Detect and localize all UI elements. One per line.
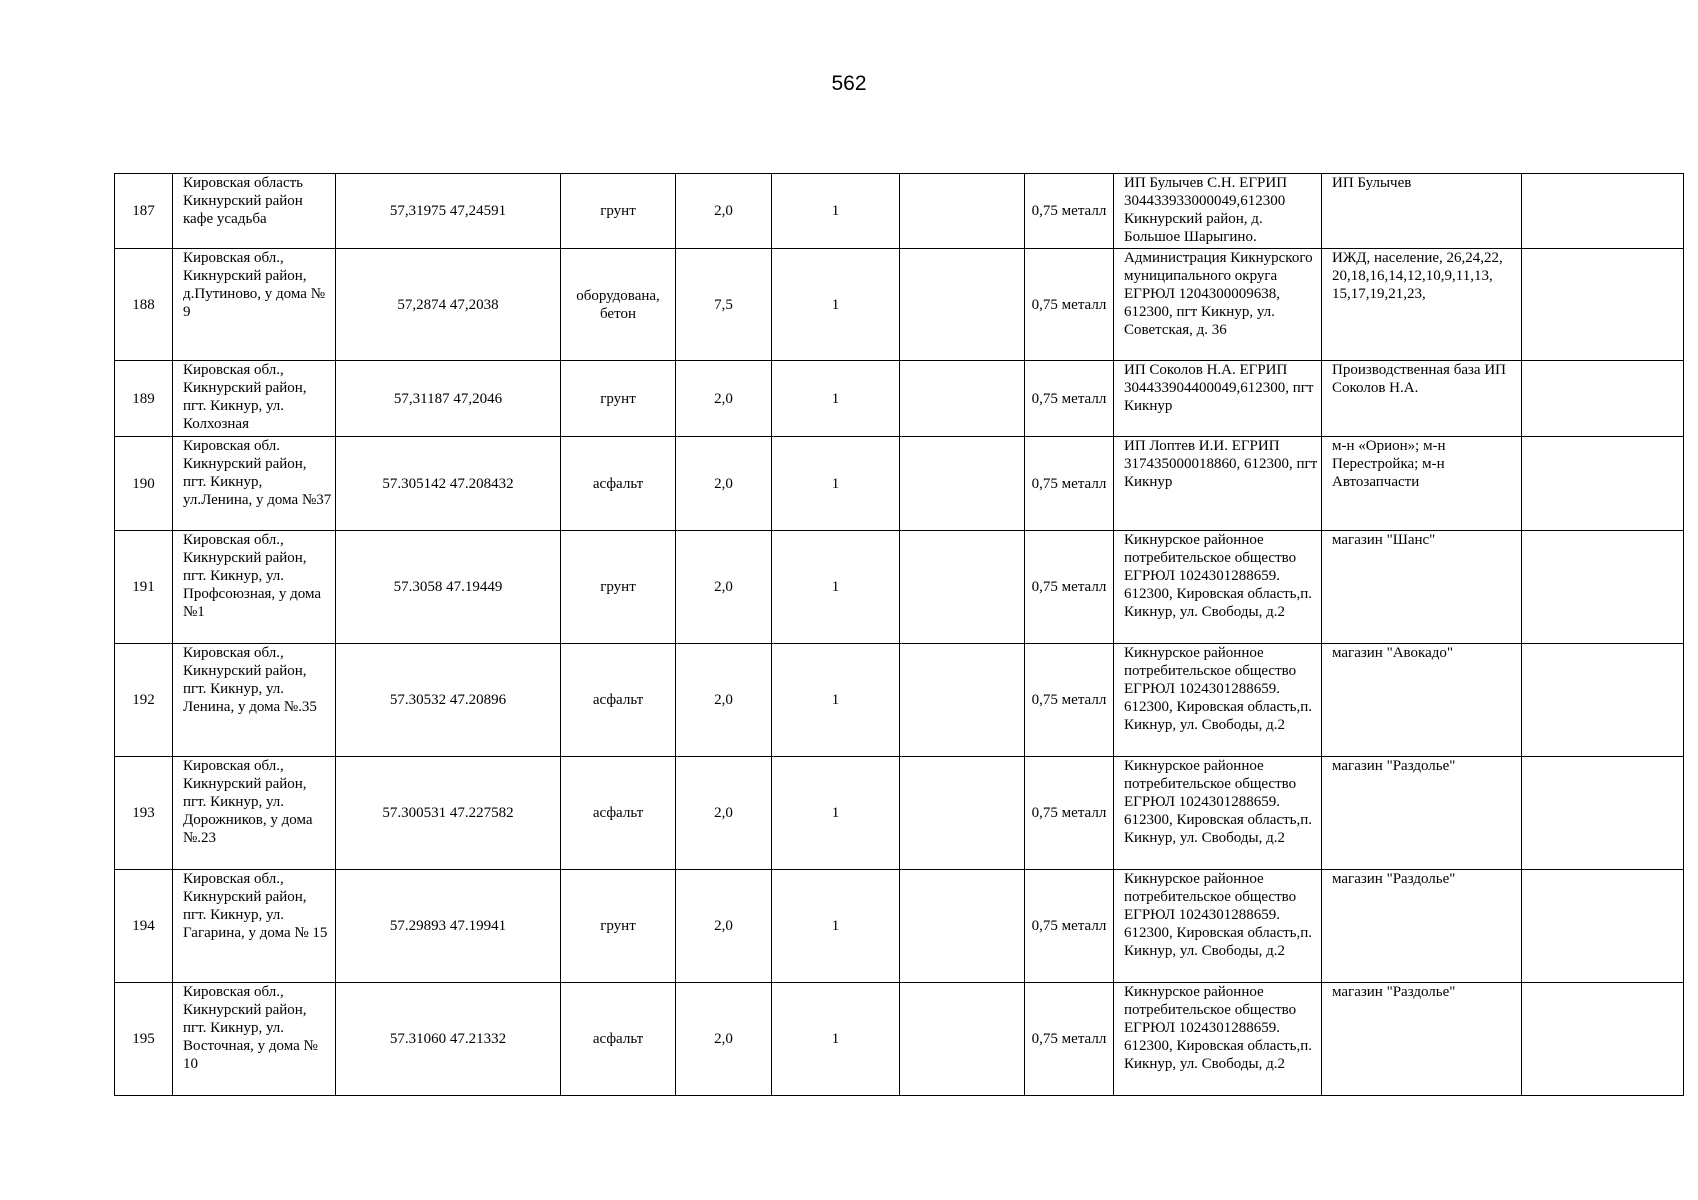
site-address: Кировская обл., Кикнурский район, пгт. Кикнур, ул. Гагарина, у дома № 15 (173, 870, 336, 983)
table-row (115, 757, 1684, 870)
site-coordinates: 57.29893 47.19941 (336, 870, 561, 983)
surface-type: грунт (561, 531, 676, 644)
notes-cell (1522, 870, 1684, 983)
container-count: 1 (772, 644, 900, 757)
table-row (115, 361, 1684, 437)
container-count: 1 (772, 757, 900, 870)
row-number: 192 (115, 644, 173, 757)
notes-cell (1522, 361, 1684, 437)
surface-type: асфальт (561, 644, 676, 757)
site-area: 2,0 (676, 983, 772, 1096)
row-number: 193 (115, 757, 173, 870)
served-objects: магазин "Раздолье" (1322, 757, 1522, 870)
site-area: 2,0 (676, 757, 772, 870)
served-objects: ИЖД, население, 26,24,22, 20,18,16,14,12,10,9,11,13, 15,17,19,21,23, (1322, 249, 1522, 361)
container-count: 1 (772, 531, 900, 644)
container-volume: 0,75 металл (1025, 870, 1114, 983)
site-area: 2,0 (676, 644, 772, 757)
notes-cell (1522, 983, 1684, 1096)
extra-cell (900, 174, 1025, 249)
site-coordinates: 57.3058 47.19449 (336, 531, 561, 644)
site-coordinates: 57.31060 47.21332 (336, 983, 561, 1096)
site-address: Кировская обл., Кикнурский район, пгт. Кикнур, ул. Колхозная (173, 361, 336, 437)
surface-type: грунт (561, 174, 676, 249)
site-coordinates: 57.30532 47.20896 (336, 644, 561, 757)
container-volume: 0,75 металл (1025, 983, 1114, 1096)
site-address: Кировская обл., Кикнурский район, пгт. Кикнур, ул. Дорожников, у дома №.23 (173, 757, 336, 870)
site-owner: Кикнурское районное потребительское общество ЕГРЮЛ 1024301288659. 612300, Кировская область,п. Кикнур, ул. Свободы, д.2 (1114, 531, 1322, 644)
site-coordinates: 57,31187 47,2046 (336, 361, 561, 437)
container-volume: 0,75 металл (1025, 531, 1114, 644)
surface-type: оборудована, бетон (561, 249, 676, 361)
extra-cell (900, 249, 1025, 361)
site-owner: ИП Булычев С.Н. ЕГРИП 304433933000049,612300 Кикнурский район, д. Большое Шарыгино. (1114, 174, 1322, 249)
table-row (115, 870, 1684, 983)
notes-cell (1522, 437, 1684, 531)
waste-sites-table (114, 173, 1684, 1096)
surface-type: асфальт (561, 983, 676, 1096)
served-objects: магазин "Раздолье" (1322, 870, 1522, 983)
surface-type: асфальт (561, 437, 676, 531)
notes-cell (1522, 174, 1684, 249)
extra-cell (900, 644, 1025, 757)
site-owner: Кикнурское районное потребительское общество ЕГРЮЛ 1024301288659. 612300, Кировская область,п. Кикнур, ул. Свободы, д.2 (1114, 757, 1322, 870)
row-number: 195 (115, 983, 173, 1096)
container-count: 1 (772, 249, 900, 361)
row-number: 194 (115, 870, 173, 983)
container-volume: 0,75 металл (1025, 437, 1114, 531)
row-number: 189 (115, 361, 173, 437)
site-address: Кировская обл., Кикнурский район, пгт. Кикнур, ул. Восточная, у дома № 10 (173, 983, 336, 1096)
row-number: 187 (115, 174, 173, 249)
site-owner: ИП Соколов Н.А. ЕГРИП 304433904400049,612300, пгт Кикнур (1114, 361, 1322, 437)
extra-cell (900, 437, 1025, 531)
container-count: 1 (772, 361, 900, 437)
table-row (115, 437, 1684, 531)
served-objects: магазин "Шанс" (1322, 531, 1522, 644)
site-address: Кировская обл., Кикнурский район, пгт. Кикнур, ул. Профсоюзная, у дома №1 (173, 531, 336, 644)
served-objects: магазин "Авокадо" (1322, 644, 1522, 757)
extra-cell (900, 531, 1025, 644)
row-number: 191 (115, 531, 173, 644)
notes-cell (1522, 249, 1684, 361)
served-objects: м-н «Орион»; м-н Перестройка; м-н Автозапчасти (1322, 437, 1522, 531)
extra-cell (900, 757, 1025, 870)
site-address: Кировская обл., Кикнурский район, пгт. Кикнур, ул. Ленина, у дома №.35 (173, 644, 336, 757)
container-volume: 0,75 металл (1025, 644, 1114, 757)
site-area: 2,0 (676, 361, 772, 437)
extra-cell (900, 983, 1025, 1096)
served-objects: Производственная база ИП Соколов Н.А. (1322, 361, 1522, 437)
site-coordinates: 57,2874 47,2038 (336, 249, 561, 361)
site-area: 2,0 (676, 531, 772, 644)
container-count: 1 (772, 870, 900, 983)
container-count: 1 (772, 174, 900, 249)
site-owner: Кикнурское районное потребительское общество ЕГРЮЛ 1024301288659. 612300, Кировская область,п. Кикнур, ул. Свободы, д.2 (1114, 870, 1322, 983)
container-volume: 0,75 металл (1025, 361, 1114, 437)
container-count: 1 (772, 437, 900, 531)
site-coordinates: 57.300531 47.227582 (336, 757, 561, 870)
site-area: 2,0 (676, 174, 772, 249)
site-owner: Кикнурское районное потребительское общество ЕГРЮЛ 1024301288659. 612300, Кировская область,п. Кикнур, ул. Свободы, д.2 (1114, 983, 1322, 1096)
served-objects: магазин "Раздолье" (1322, 983, 1522, 1096)
row-number: 188 (115, 249, 173, 361)
table-row (115, 983, 1684, 1096)
notes-cell (1522, 531, 1684, 644)
site-owner: Кикнурское районное потребительское общество ЕГРЮЛ 1024301288659. 612300, Кировская область,п. Кикнур, ул. Свободы, д.2 (1114, 644, 1322, 757)
surface-type: грунт (561, 361, 676, 437)
notes-cell (1522, 757, 1684, 870)
site-coordinates: 57,31975 47,24591 (336, 174, 561, 249)
container-count: 1 (772, 983, 900, 1096)
site-area: 2,0 (676, 437, 772, 531)
site-coordinates: 57.305142 47.208432 (336, 437, 561, 531)
table-row (115, 531, 1684, 644)
extra-cell (900, 361, 1025, 437)
extra-cell (900, 870, 1025, 983)
container-volume: 0,75 металл (1025, 249, 1114, 361)
site-address: Кировская обл., Кикнурский район, д.Путиново, у дома № 9 (173, 249, 336, 361)
surface-type: асфальт (561, 757, 676, 870)
surface-type: грунт (561, 870, 676, 983)
notes-cell (1522, 644, 1684, 757)
site-area: 2,0 (676, 870, 772, 983)
site-owner: Администрация Кикнурского муниципального округа ЕГРЮЛ 1204300009638, 612300, пгт Кикнур, ул. Советская, д. 36 (1114, 249, 1322, 361)
site-address: Кировская область Кикнурский район кафе усадьба (173, 174, 336, 249)
page-number: 562 (831, 72, 867, 95)
site-area: 7,5 (676, 249, 772, 361)
table-row (115, 644, 1684, 757)
table-row (115, 249, 1684, 361)
served-objects: ИП Булычев (1322, 174, 1522, 249)
container-volume: 0,75 металл (1025, 757, 1114, 870)
site-address: Кировская обл. Кикнурский район, пгт. Кикнур, ул.Ленина, у дома №37 (173, 437, 336, 531)
site-owner: ИП Лоптев И.И. ЕГРИП 317435000018860, 612300, пгт Кикнур (1114, 437, 1322, 531)
row-number: 190 (115, 437, 173, 531)
table-row (115, 174, 1684, 249)
container-volume: 0,75 металл (1025, 174, 1114, 249)
